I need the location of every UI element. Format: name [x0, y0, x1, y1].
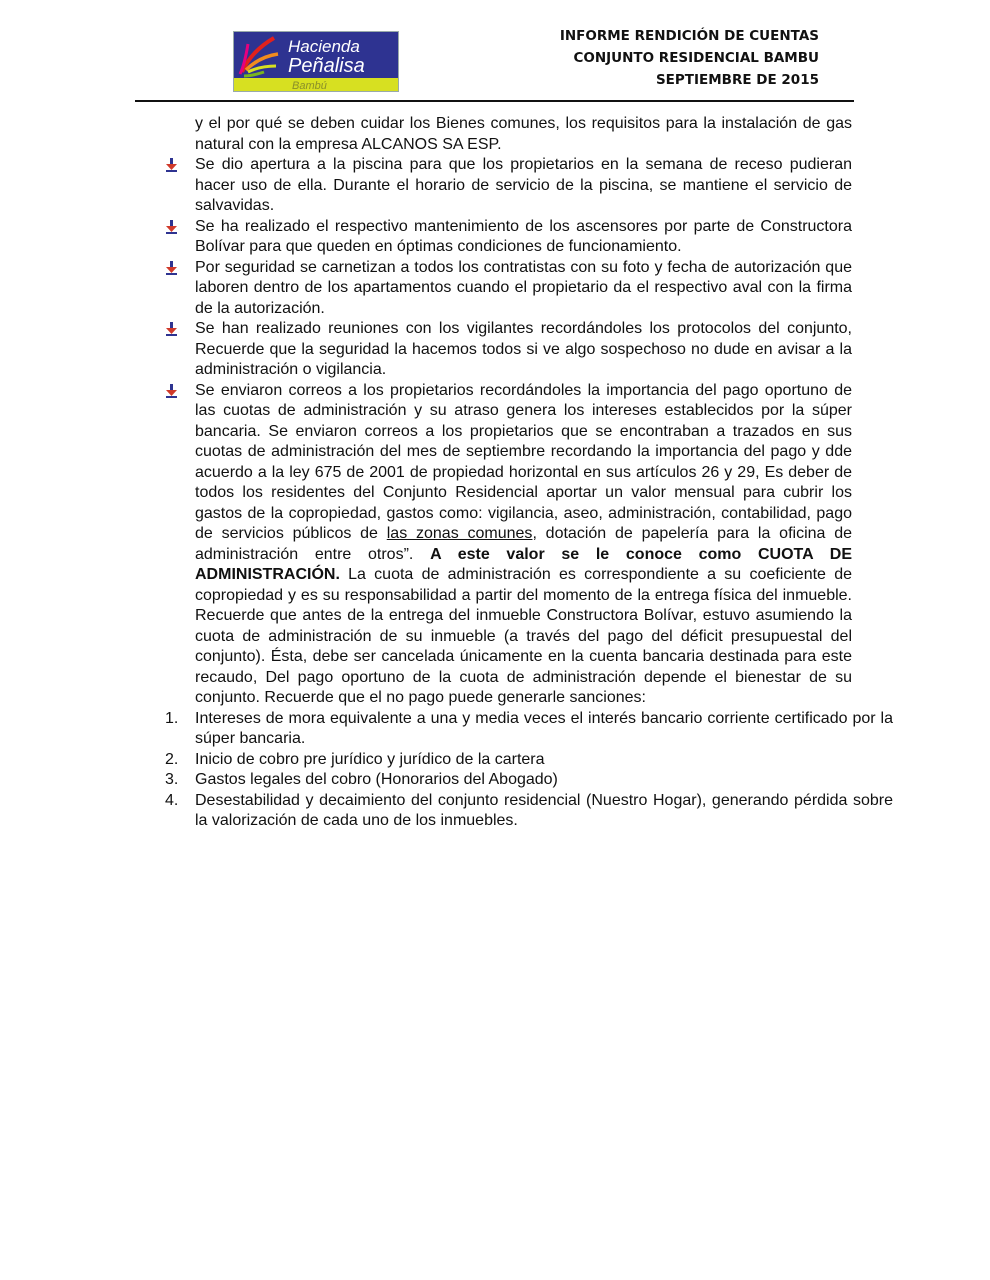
- logo-line2: Peñalisa: [288, 55, 365, 77]
- sanction-item: 4. Desestabilidad y decaimiento del conjunto residencial (Nuestro Hogar), generando pérdida sobre la valorización de cada uno de los inmuebles.: [165, 791, 893, 829]
- sanction-item: 2. Inicio de cobro pre jurídico y jurídico de la cartera: [165, 750, 545, 768]
- arrow-bullet-icon: [165, 322, 179, 336]
- company-logo: [233, 31, 399, 92]
- bold-text: A este valor se le conoce como CUOTA DE ADMINISTRACIÓN.: [195, 545, 852, 583]
- payment-text-part3: La cuota de administración es correspondiente a su coeficiente de copropiedad y es su responsabilidad a partir del momento de la entrega física del inmueble. Recuerde que antes de la entrega del inmueble Constructora Bolívar, estuvo asumiendo la cuota de administración de su inmueble (a través del pago del déficit presupuestal del conjunto). Ésta, debe ser cancelada únicamente en la cuenta bancaria destinada para este recaudo, Del pago oportuno de la cuota de administración depende el bienestar de su conjunto. Recuerde que el no pago puede generarle sanciones:: [195, 566, 852, 706]
- document-body: [165, 114, 893, 832]
- report-header: [560, 25, 819, 91]
- arrow-bullet-icon: [165, 261, 179, 275]
- bullet-item: Se han realizado reuniones con los vigilantes recordándoles los protocolos del conjunto, Recuerde que la seguridad la hacemos todos si ve algo sospechoso no dude en avisar a la administración o vigilancia.: [165, 319, 852, 381]
- underlined-text: las zonas comunes: [386, 525, 533, 542]
- payment-text-part2: , dotación de papelería para la oficina de administración entre otros”.: [195, 525, 853, 563]
- logo-sub: Bambú: [292, 80, 327, 91]
- sanction-item: 1. Intereses de mora equivalente a una y media veces el interés bancario corriente certificado por la súper bancaria.: [165, 709, 893, 747]
- logo-line1: Hacienda: [288, 37, 360, 56]
- sanction-item: 3. Gastos legales del cobro (Honorarios del Abogado): [165, 771, 558, 788]
- header-line-3: SEPTIEMBRE DE 2015: [655, 72, 819, 88]
- bullet-item-payment: [165, 381, 852, 709]
- arrow-bullet-icon: [165, 220, 179, 234]
- header-line-1: INFORME RENDICIÓN DE CUENTAS: [559, 28, 819, 44]
- header-line-2: CONJUNTO RESIDENCIAL BAMBU: [573, 50, 819, 66]
- payment-text-part1: Se enviaron correos a los propietarios recordándoles la importancia del pago oportuno de las cuotas de administración y su atraso genera los intereses establecidos por la súper bancaria. Se enviaron correos a los propietarios que se encontraban a trazados en sus cuotas de administración del mes de septiembre recordando la importancia del pago y dde acuerdo a la ley 675 de 2001 de propiedad horizontal en sus artículos 26 y 29, Es deber de todos los residentes del Conjunto Residencial aportar un valor mensual para cubrir los gastos de la copropiedad, gastos como: vigilancia, aseo, administración, contabilidad, pago de servicios públicos de: [195, 381, 852, 542]
- bullet-item: Se ha realizado el respectivo mantenimiento de los ascensores por parte de Constructora Bolívar para que queden en óptimas condiciones de funcionamiento.: [165, 217, 852, 258]
- header-divider: [135, 100, 854, 102]
- arrow-bullet-icon: [165, 384, 179, 398]
- continuation-paragraph: y el por qué se deben cuidar los Bienes comunes, los requisitos para la instalación de gas natural con la empresa ALCANOS SA ESP.: [195, 115, 852, 153]
- bullet-item: Se dio apertura a la piscina para que los propietarios en la semana de receso pudieran hacer uso de ella. Durante el horario de servicio de la piscina, se mantiene el servicio de salvavidas.: [165, 155, 852, 217]
- bullet-item: Por seguridad se carnetizan a todos los contratistas con su foto y fecha de autorización que laboren dentro de los apartamentos cuando el propietario da el respectivo aval con la firma de la autorización.: [165, 258, 852, 320]
- arrow-bullet-icon: [165, 158, 179, 172]
